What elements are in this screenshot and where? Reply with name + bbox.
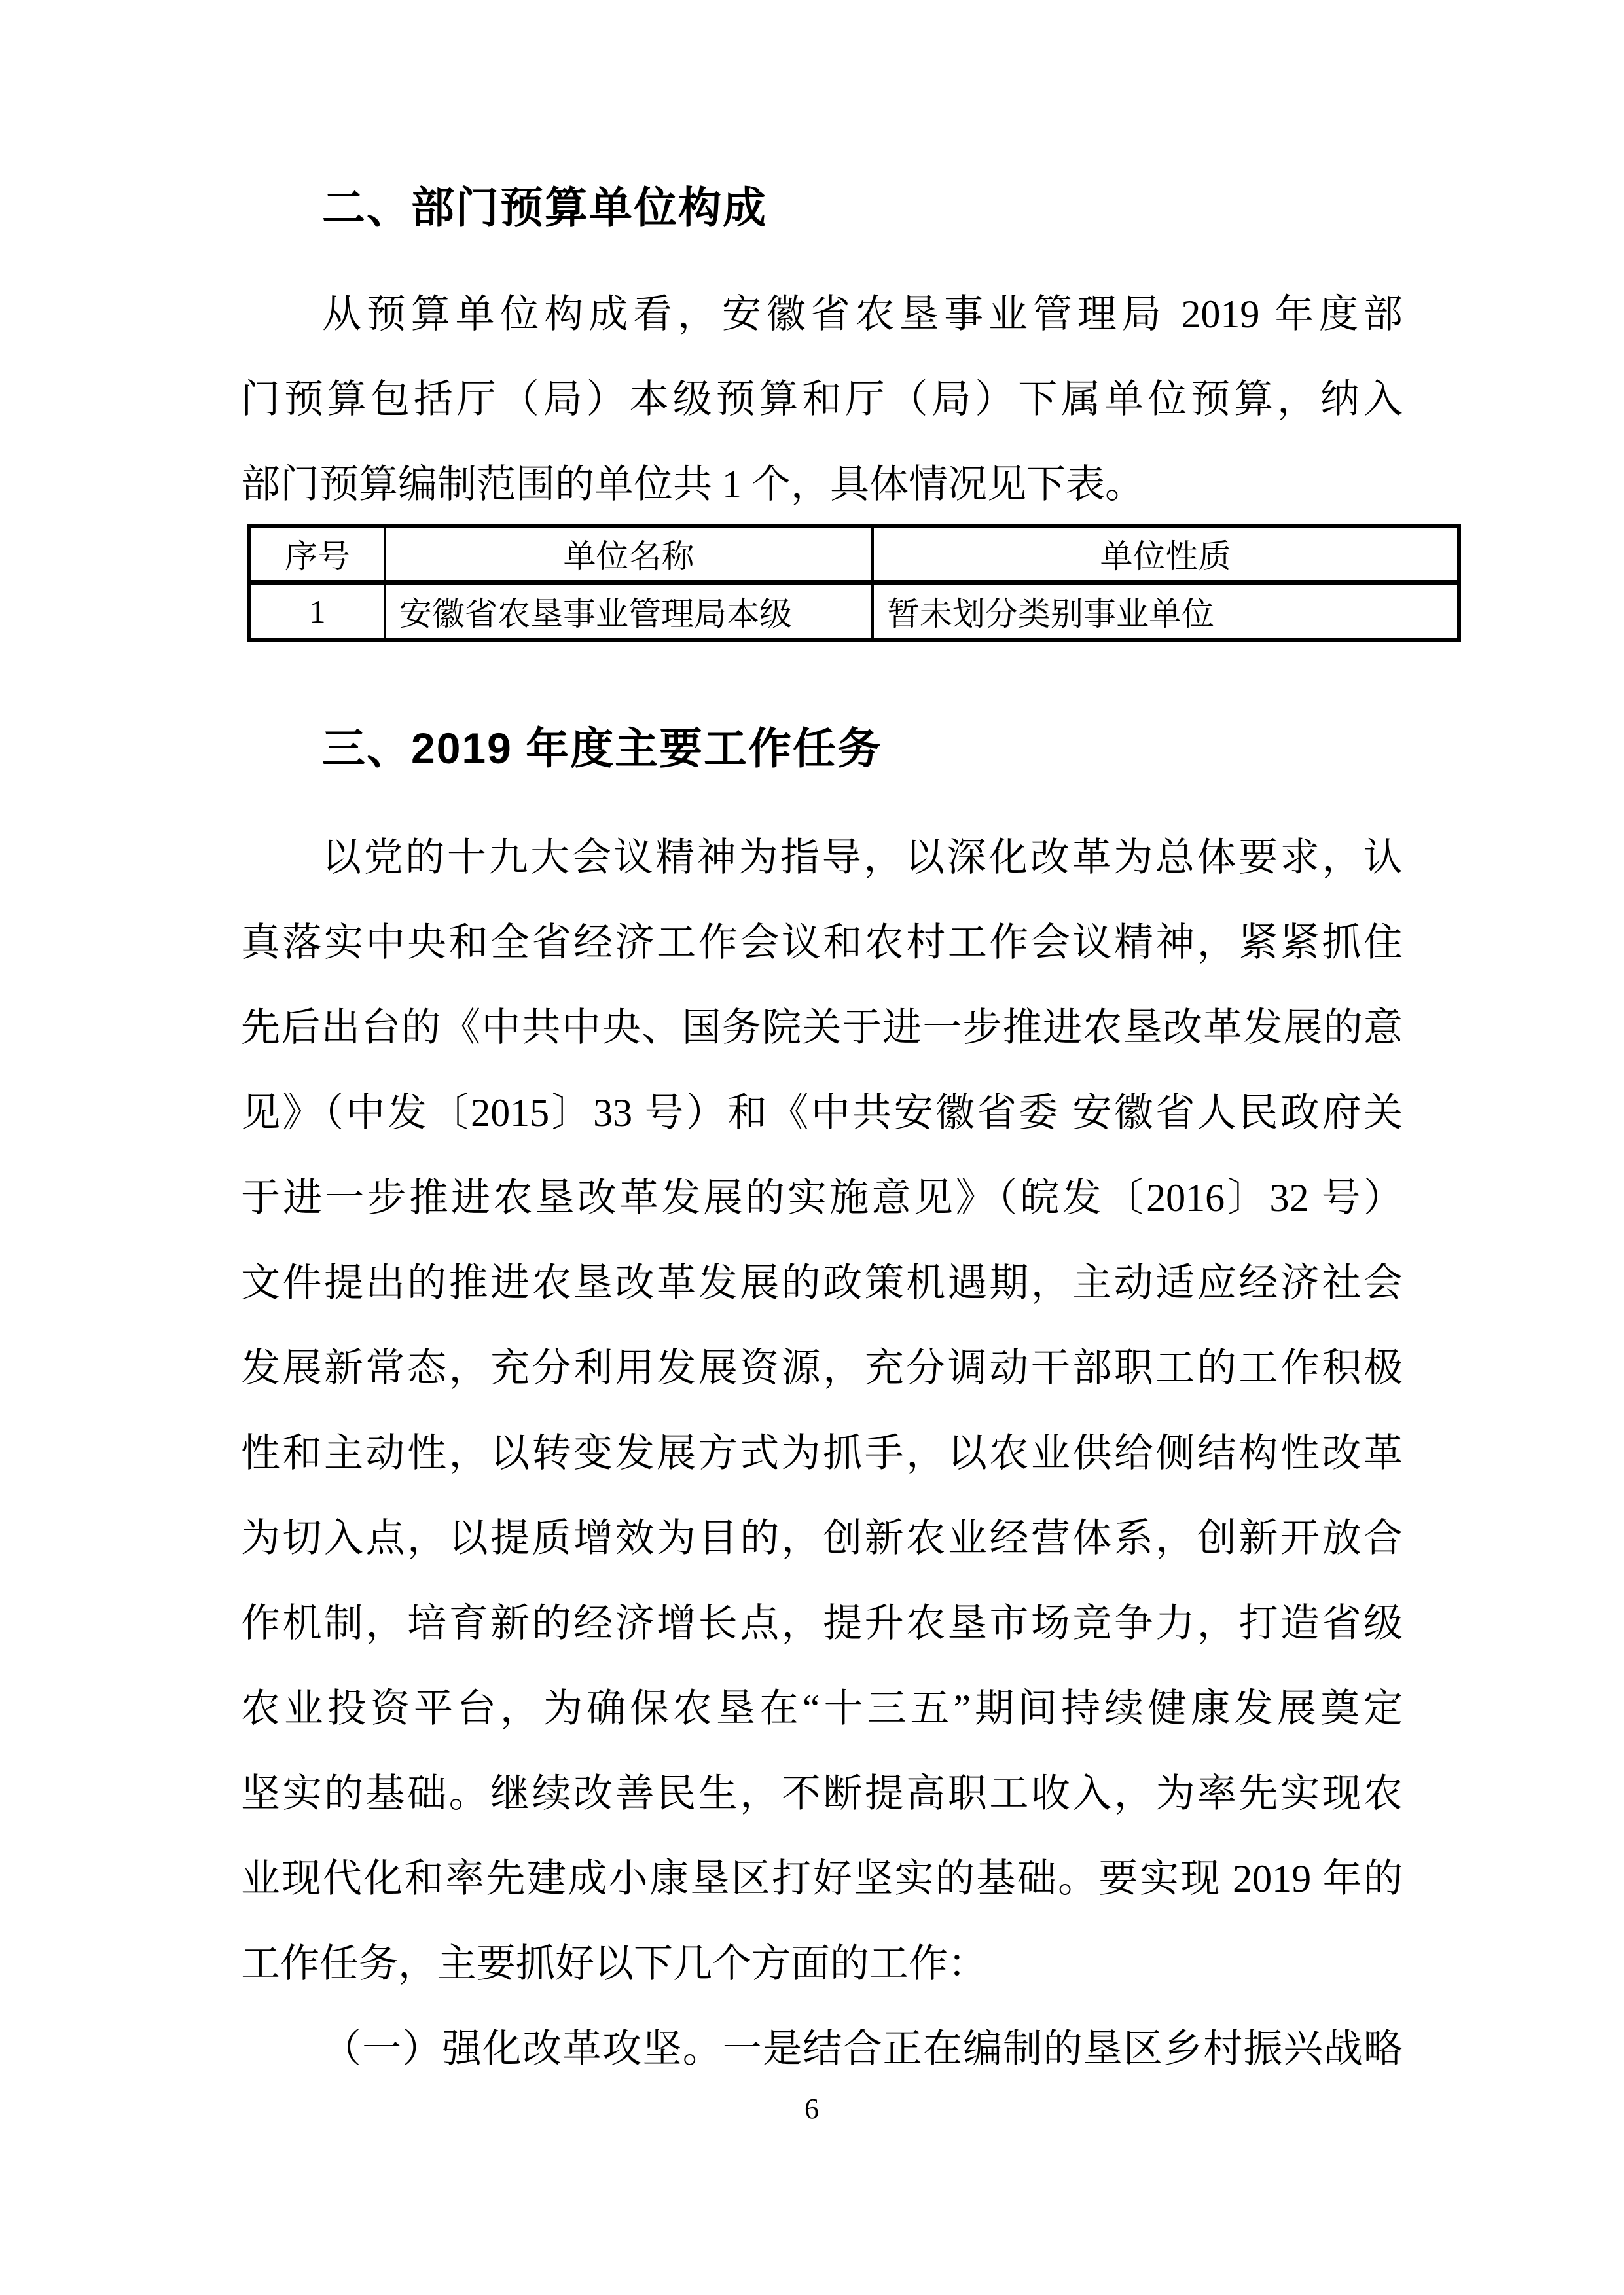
table-header-row: [249, 526, 1459, 583]
body-line: 先后出台的《中共中央、国务院关于进一步推进农垦改革发展的意: [241, 1006, 1403, 1049]
body-line: 作机制，培育新的经济增长点，提升农垦市场竞争力，打造省级: [241, 1602, 1403, 1645]
body-line: （一）强化改革攻坚。一是结合正在编制的垦区乡村振兴战略: [322, 2027, 1403, 2070]
body-line: 业现代化和率先建成小康垦区打好坚实的基础。要实现 2019 年的: [241, 1857, 1403, 1900]
column-header-index: 序号: [249, 526, 385, 583]
cell-unit-name: 安徽省农垦事业管理局本级: [385, 583, 873, 640]
section-2-heading: 二、部门预算单位构成: [322, 183, 767, 232]
body-line: 于进一步推进农垦改革发展的实施意见》（皖发〔2016〕32 号）: [241, 1176, 1403, 1220]
cell-index: 1: [249, 583, 385, 640]
body-line: 部门预算编制范围的单位共 1 个，具体情况见下表。: [241, 463, 1144, 506]
column-header-unit-type: 单位性质: [873, 526, 1459, 583]
body-line: 从预算单位构成看，安徽省农垦事业管理局 2019 年度部: [322, 293, 1403, 336]
section-2-paragraph: [241, 272, 1403, 527]
body-line: 发展新常态，充分利用发展资源，充分调动干部职工的工作积极: [241, 1346, 1403, 1390]
table-row: [249, 583, 1459, 640]
body-line: 以党的十九大会议精神为指导，以深化改革为总体要求，认: [322, 836, 1403, 879]
body-line: 门预算包括厅（局）本级预算和厅（局）下属单位预算，纳入: [241, 378, 1403, 421]
body-line: 为切入点，以提质增效为目的，创新农业经营体系，创新开放合: [241, 1517, 1403, 1560]
budget-unit-table: [247, 524, 1461, 642]
cell-unit-type: 暂未划分类别事业单位: [873, 583, 1459, 640]
section-3-paragraph: [241, 815, 1403, 2091]
body-line: 坚实的基础。继续改善民生，不断提高职工收入，为率先实现农: [241, 1772, 1403, 1815]
section-3-heading: 三、2019 年度主要工作任务: [322, 724, 882, 772]
body-line: 见》（中发〔2015〕33 号）和《中共安徽省委 安徽省人民政府关: [241, 1091, 1403, 1134]
body-line: 文件提出的推进农垦改革发展的政策机遇期，主动适应经济社会: [241, 1261, 1403, 1305]
body-line: 农业投资平台，为确保农垦在“十三五”期间持续健康发展奠定: [241, 1687, 1403, 1730]
body-line: 真落实中央和全省经济工作会议和农村工作会议精神，紧紧抓住: [241, 921, 1403, 964]
column-header-unit-name: 单位名称: [385, 526, 873, 583]
page-number: 6: [804, 2093, 820, 2125]
body-line: 性和主动性，以转变发展方式为抓手，以农业供给侧结构性改革: [241, 1432, 1403, 1475]
body-line: 工作任务，主要抓好以下几个方面的工作：: [241, 1942, 987, 1985]
